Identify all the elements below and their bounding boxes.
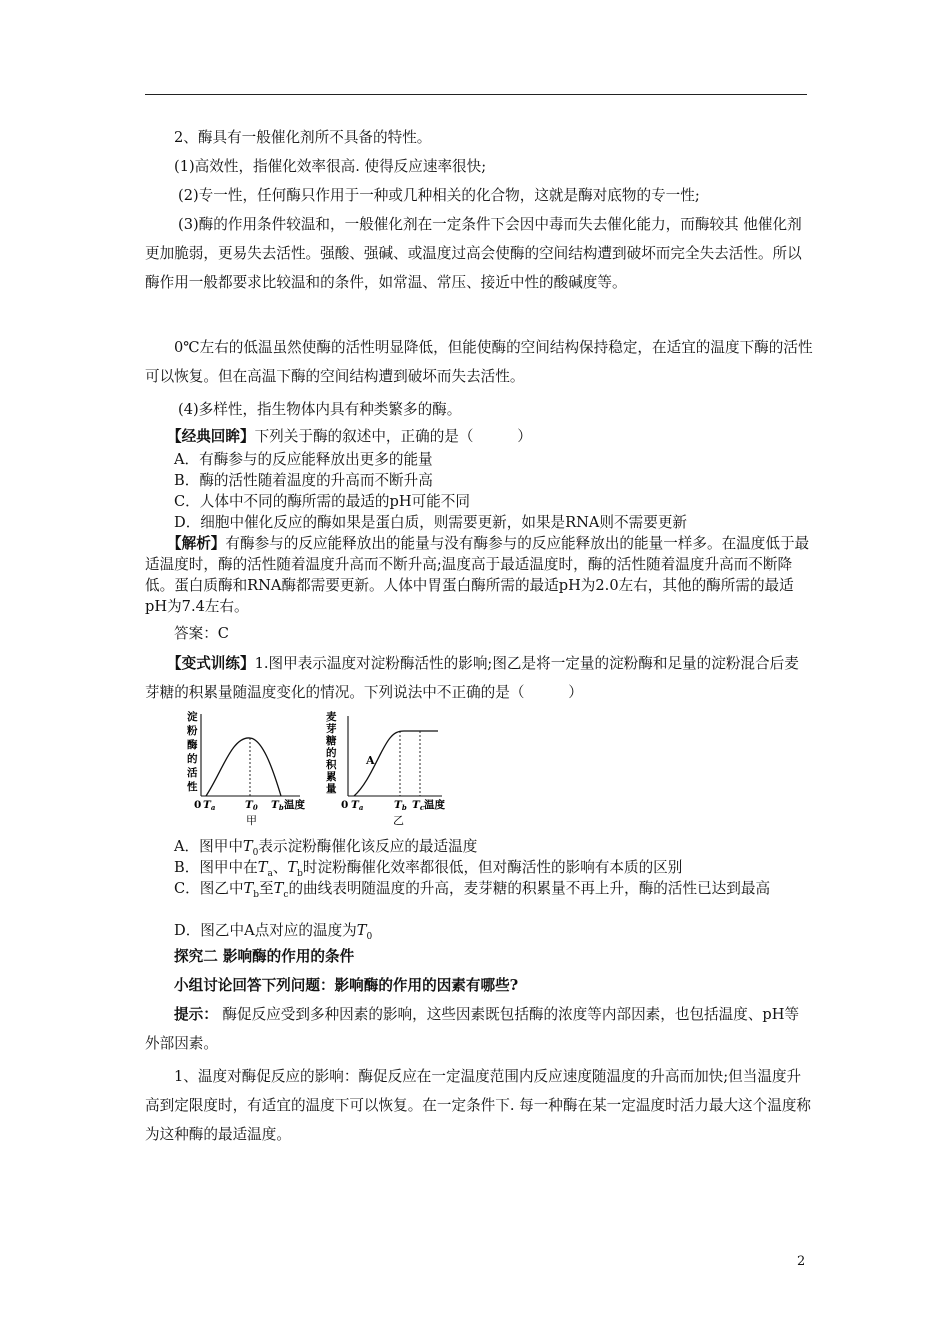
enzyme-figure — [180, 710, 480, 832]
header-rule — [145, 94, 807, 95]
q2-option-a: A．图甲中$T_0$表示淀粉酶催化该反应的最适温度 — [174, 838, 478, 858]
yi-ylabel-5: 积 — [326, 759, 337, 771]
yi-xlabel: 温度 — [424, 799, 445, 811]
section-hint — [145, 1000, 813, 1058]
page-number: 2 — [797, 1254, 806, 1269]
paragraph-3: (2)专一性，任何酶只作用于一种或几种相关的化合物，这就是酶对底物的专一性; — [178, 187, 700, 204]
yi-tick-tb: Tb — [394, 799, 407, 812]
answer: 答案：C — [174, 625, 229, 642]
jia-origin: 0 — [194, 799, 202, 811]
jia-ylabel-4: 的 — [187, 753, 198, 765]
option-a: A．有酶参与的反应能释放出更多的能量 — [174, 451, 433, 468]
q2-option-b: B．图甲中在$T_a$、$T_b$时淀粉酶催化效率都很低，但对酶活性的影响有本质的区别 — [174, 859, 683, 879]
figure-jia — [186, 710, 305, 827]
yi-ylabel-2: 芽 — [326, 723, 337, 735]
q2-option-c: C．图乙中$T_b$至$T_c$的曲线表明随温度的升高，麦芽糖的积累量不再上升，酶的活性已达到最高 — [174, 880, 771, 900]
analysis-text: 有酶参与的反应能释放出的能量与没有酶参与的反应能释放出的能量一样多。在温度低于最适温度时，酶的活性随着温度升高而不断升高;温度高于最适温度时，酶的活性随着温度升高而不断降低。蛋白质酶和RNA酶都需要更新。人体中胃蛋白酶所需的最适pH为2.0左右，其他的酶所需的最适pH为7.4左右。 — [145, 535, 810, 615]
yi-ylabel-6: 累 — [326, 771, 337, 783]
hint-label: 提示： — [174, 1006, 218, 1023]
jia-tick-t0: T0 — [245, 799, 258, 812]
figure-yi — [325, 710, 445, 827]
jia-caption: 甲 — [246, 814, 257, 827]
hint-text: 酶促反应受到多种因素的影响，这些因素既包括酶的浓度等内部因素，也包括温度、pH等外部因素。 — [145, 1006, 800, 1052]
yi-ylabel-1: 麦 — [326, 711, 337, 723]
jia-ylabel-5: 活 — [187, 767, 198, 779]
paragraph-1: 2、酶具有一般催化剂所不具备的特性。 — [174, 129, 432, 146]
section-question: 小组讨论回答下列问题：影响酶的作用的因素有哪些? — [174, 977, 519, 994]
yi-tick-tc: Tc — [412, 799, 425, 812]
option-b: B．酶的活性随着温度的升高而不断升高 — [174, 472, 433, 489]
question-1-analysis — [145, 533, 813, 617]
option-d: D．细胞中催化反应的酶如果是蛋白质，则需要更新，如果是RNA则不需要更新 — [174, 514, 688, 531]
paragraph-4: (3)酶的作用条件较温和，一般催化剂在一定条件下会因中毒而失去催化能力，而酶较其 他催化剂更加脆弱，更易失去活性。强酸、强碱、或温度过高会使酶的空间结构遭到破坏而完全失去活性。所以酶作用一般都要求比较温和的条件，如常温、常压、接近中性的酸碱度等。 — [145, 216, 802, 291]
paragraph-2: (1)高效性，指催化效率很高. 使得反应速率很快; — [174, 158, 487, 175]
yi-origin: 0 — [341, 799, 349, 811]
jia-ylabel-6: 性 — [187, 781, 198, 793]
paragraph-5: 0℃左右的低温虽然使酶的活性明显降低，但能使酶的空间结构保持稳定，在适宜的温度下酶的活性可以恢复。但在高温下酶的空间结构遭到破坏而失去活性。 — [145, 339, 813, 385]
jia-ylabel-1: 淀 — [187, 711, 198, 723]
paragraph-6: (4)多样性，指生物体内具有种类繁多的酶。 — [178, 401, 462, 418]
q2-option-d: D．图乙中A点对应的温度为$T_0$ — [174, 922, 373, 942]
section-temperature: 1、温度对酶促反应的影响：酶促反应在一定温度范围内反应速度随温度的升高而加快;但当温度升高到定限度时，有适宜的温度下可以恢复。在一定条件下. 每一种酶在某一定温度时活力最大这个温度称为这种酶的最适温度。 — [145, 1068, 812, 1143]
yi-ylabel-3: 糖 — [326, 735, 337, 747]
option-c: C．人体中不同的酶所需的最适的pH可能不同 — [174, 493, 470, 510]
question-2-label: 【变式训练】 — [167, 655, 255, 672]
analysis-label: 【解析】 — [167, 535, 226, 552]
yi-ylabel-7: 量 — [326, 783, 337, 795]
question-1-text: 下列关于酶的叙述中，正确的是（ ） — [254, 428, 532, 445]
yi-tick-ta: Ta — [351, 799, 364, 812]
jia-xlabel: 温度 — [284, 799, 305, 811]
section-heading: 探究二 影响酶的作用的条件 — [174, 948, 355, 965]
jia-tick-tb: Tb — [271, 799, 284, 812]
jia-ylabel-3: 酶 — [187, 739, 198, 751]
question-2-stem — [145, 649, 813, 707]
jia-activity-curve — [206, 738, 281, 796]
question-1-stem — [145, 426, 813, 447]
jia-tick-ta: Ta — [203, 799, 216, 812]
question-2-text: 1.图甲表示温度对淀粉酶活性的影响;图乙是将一定量的淀粉酶和足量的淀粉混合后麦芽糖的积累量随温度变化的情况。下列说法中不正确的是（ ） — [145, 655, 799, 701]
question-1-label: 【经典回眸】 — [167, 428, 255, 445]
yi-point-a: A — [366, 754, 375, 767]
yi-ylabel-4: 的 — [326, 747, 337, 759]
yi-caption: 乙 — [393, 814, 404, 827]
jia-ylabel-2: 粉 — [187, 725, 198, 737]
